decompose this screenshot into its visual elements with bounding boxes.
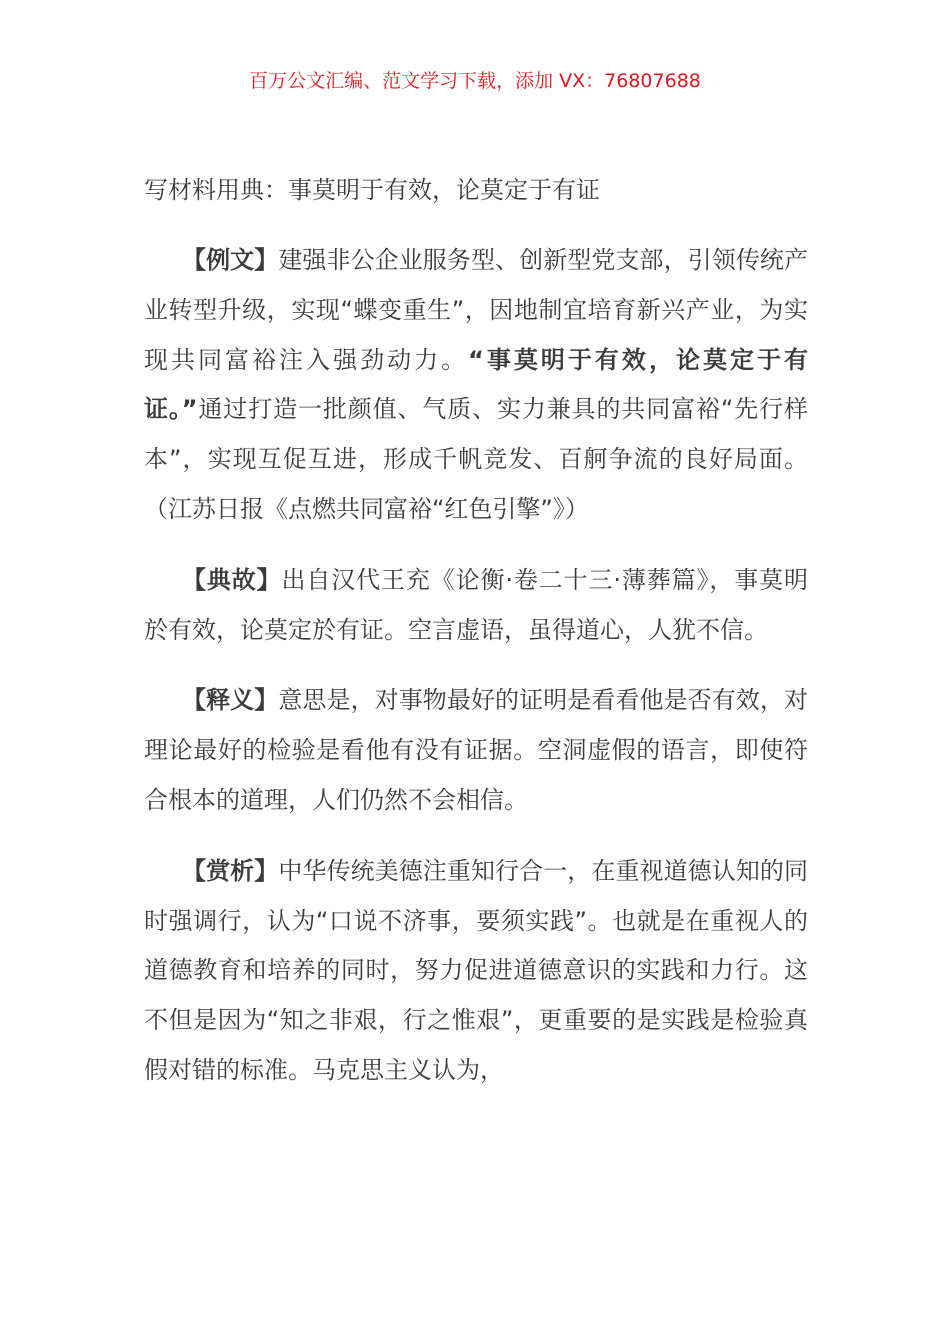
example-text-before: 建强非公企业服务型、创新型党支部，引领传统产业转型升级，实现“蝶变重生”，因地制宜培育新兴产业，为实现共同富裕注入强劲动力。 (144, 246, 809, 374)
appreciation-text: 中华传统美德注重知行合一，在重视道德认知的同时强调行，认为“口说不济事，要须实践”。也就是在重视人的道德教育和培养的同时，努力促进道德意识的实践和力行。这不但是因为“知之非艰，行之惟艰”，更重要的是实践是检验真假对错的标准。马克思主义认为， (144, 856, 809, 1084)
section-tag-allusion: 【典故】 (182, 565, 282, 594)
section-tag-meaning: 【释义】 (182, 686, 279, 715)
paragraph-meaning (144, 676, 808, 825)
watermark-header: 百万公文汇编、范文学习下载，添加 VX：76807688 (249, 70, 701, 92)
paragraph-appreciation (144, 847, 808, 1096)
allusion-text: 出自汉代王充《论衡·卷二十三·薄葬篇》，事莫明於有效，论莫定於有证。空言虚语，虽得道心，人犹不信。 (144, 565, 808, 644)
example-quote-bold: “事莫明于有效，论莫定于有证。” (144, 345, 808, 424)
meaning-text: 意思是，对事物最好的证明是看看他是否有效，对理论最好的检验是看他有没有证据。空洞虚假的语言，即使符合根本的道理，人们仍然不会相信。 (144, 686, 809, 814)
paragraph-example (144, 236, 808, 535)
paragraph-allusion (144, 556, 808, 656)
section-tag-appreciation: 【赏析】 (182, 856, 279, 885)
document-title: 写材料用典：事莫明于有效，论莫定于有证 (144, 176, 600, 204)
section-tag-example: 【例文】 (182, 246, 279, 274)
example-text-after: 通过打造一批颜值、气质、实力兼具的共同富裕“先行样本”，实现互促互进，形成千帆竞发、百舸争流的良好局面。（江苏日报《点燃共同富裕“红色引擎”》） (144, 395, 808, 523)
document-body (144, 236, 808, 1117)
